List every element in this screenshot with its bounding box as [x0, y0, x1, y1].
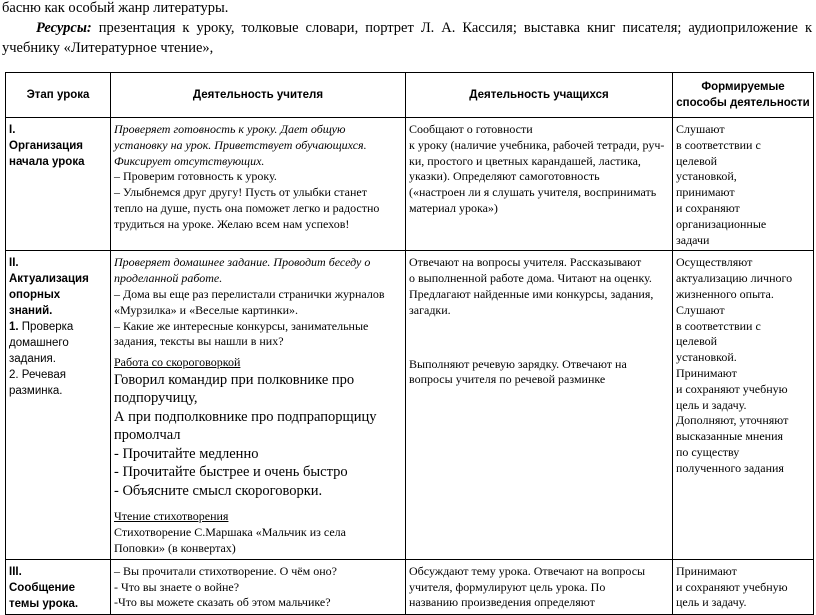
stage-sub-line: разминка.	[9, 385, 63, 398]
skills-line: цель и задачу.	[676, 595, 747, 610]
skills-line: Осуществляют	[676, 255, 753, 270]
teacher-line: проделанной работе.	[114, 271, 223, 286]
teacher-line: тепло на душе, пусть она поможет легко и радостно	[114, 200, 380, 215]
teacher-line: – Дома вы еще раз перелистали странички журналов	[114, 286, 385, 301]
students-line: Выполняют речевую зарядку. Отвечают на	[409, 356, 627, 371]
resources-label: Ресурсы:	[36, 20, 92, 36]
resources-paragraph	[2, 18, 812, 58]
students-line: названию произведения определяют	[409, 595, 595, 610]
teacher-line: – Проверим готовность к уроку.	[114, 169, 277, 184]
header-stage: Этап урока	[6, 73, 111, 118]
stage-line: знаний.	[9, 305, 53, 318]
tongue-twister-line: подпоручицу,	[114, 390, 198, 407]
stage-cell	[6, 251, 111, 559]
teacher-line: – Какие же интересные конкурсы, занимательные	[114, 318, 369, 333]
students-line: Отвечают на вопросы учителя. Рассказывают	[409, 255, 642, 270]
teacher-line: установку на урок. Приветствует обучающихся.	[114, 137, 367, 152]
skills-line: в соответствии с	[676, 137, 761, 152]
teacher-cell	[111, 118, 406, 251]
students-cell	[406, 118, 673, 251]
intro-text	[2, 0, 812, 58]
teacher-line: Проверяет домашнее задание. Проводит беседу о	[114, 255, 371, 270]
students-line: вопросы учителя по речевой разминке	[409, 372, 606, 387]
students-cell	[406, 251, 673, 559]
skills-line: в соответствии с	[676, 318, 761, 333]
skills-line: Слушают	[676, 122, 725, 136]
tongue-twister-title: Работа со скороговоркой	[114, 355, 241, 370]
students-line: Сообщают о готовности	[409, 122, 533, 136]
header-skills: Формируемые способы деятельности	[673, 73, 814, 118]
skills-line: цель и задачу.	[676, 397, 747, 412]
stage-line: опорных	[9, 289, 61, 302]
stage-line: II.	[9, 257, 19, 270]
students-line: ки, простого и цветных карандашей, ластика,	[409, 153, 641, 168]
tongue-twister-line: А при подполковнике про подпрапорщицу	[114, 408, 377, 425]
skills-line: и сохраняют учебную	[676, 381, 788, 396]
students-cell	[406, 559, 673, 614]
skills-line: по существу	[676, 444, 740, 459]
reading-title: Чтение стихотворения	[114, 509, 229, 524]
skills-line: установкой.	[676, 350, 737, 365]
skills-line: Принимают	[676, 563, 737, 578]
skills-line: целевой	[676, 334, 718, 349]
stage-sub-line: домашнего	[9, 337, 69, 350]
teacher-line: – Вы прочитали стихотворение. О чём оно?	[114, 563, 337, 578]
students-line: указки). Определяют самоготовность	[409, 169, 600, 184]
students-line: загадки.	[409, 302, 451, 317]
teacher-line: -Что вы можете сказать об этом мальчике?	[114, 595, 331, 610]
teacher-cell	[111, 251, 406, 559]
skills-line: полученного задания	[676, 460, 784, 475]
students-line: материал урока»)	[409, 200, 498, 215]
students-line: о выполненной работе дома. Читают на оценку.	[409, 271, 652, 286]
header-students: Деятельность учащихся	[406, 73, 673, 118]
stage-line: Организация	[9, 140, 83, 152]
tongue-twister-line: - Прочитайте медленно	[114, 445, 259, 462]
teacher-line: Фиксирует отсутствующих.	[114, 153, 265, 168]
tongue-twister-line: промолчал	[114, 427, 181, 444]
teacher-line: - Что вы знаете о войне?	[114, 579, 240, 594]
reading-line: Поповки» (в конвертах)	[114, 541, 236, 556]
teacher-line: «Мурзилка» и «Веселые картинки».	[114, 302, 299, 317]
spacer	[409, 319, 669, 357]
students-line: Обсуждают тему урока. Отвечают на вопросы	[409, 563, 646, 578]
intro-line: басню как особый жанр литературы.	[2, 0, 229, 16]
skills-line: и сохраняют учебную	[676, 579, 788, 594]
stage-sub-text: Проверка	[18, 321, 74, 334]
stage-line: Актуализация	[9, 273, 89, 286]
stage-line: III.	[9, 565, 22, 578]
header-teacher: Деятельность учителя	[111, 73, 406, 118]
stage-sub-line: 2. Речевая	[9, 369, 66, 382]
teacher-line: – Улыбнемся друг другу! Пусть от улыбки станет	[114, 185, 367, 200]
table-row	[6, 559, 814, 614]
skills-cell	[673, 559, 814, 614]
tongue-twister-line: Говорил командир при полковнике про	[114, 371, 355, 388]
lesson-table	[5, 72, 814, 615]
skills-line: Дополняют, уточняют	[676, 413, 789, 428]
teacher-line: задания, тексты вы нашли в них?	[114, 334, 284, 349]
teacher-line: Проверяет готовность к уроку. Дает общую	[114, 122, 346, 136]
students-line: Предлагают найденные ими конкурсы, задания,	[409, 286, 654, 301]
table-row	[6, 118, 814, 251]
tongue-twister-line: - Объясните смысл скороговорки.	[114, 482, 323, 499]
table-row	[6, 251, 814, 559]
students-line: к уроку (наличие учебника, рабочей тетради, руч-	[409, 137, 665, 152]
skills-line: Слушают	[676, 302, 725, 317]
skills-cell	[673, 118, 814, 251]
skills-line: высказанные мнения	[676, 429, 784, 444]
stage-cell	[6, 559, 111, 614]
tongue-twister-line: - Прочитайте быстрее и очень быстро	[114, 464, 348, 481]
skills-line: актуализацию личного	[676, 271, 793, 286]
stage-line: начала урока	[9, 156, 85, 168]
stage-sub-line: задания.	[9, 353, 56, 366]
skills-line: установкой,	[676, 169, 737, 184]
students-line: («настроен ли я слушать учителя, воспринимать	[409, 185, 657, 200]
reading-line: Стихотворение С.Маршака «Мальчик из села	[114, 525, 346, 540]
stage-line: I.	[9, 124, 16, 136]
skills-cell	[673, 251, 814, 559]
skills-line: Принимают	[676, 365, 737, 380]
teacher-line: трудиться на уроке. Желаю всем нам успехов!	[114, 216, 350, 231]
stage-sub-line	[9, 319, 107, 335]
stage-cell	[6, 118, 111, 251]
skills-line: целевой	[676, 153, 718, 168]
skills-line: организационные	[676, 216, 767, 231]
skills-line: жизненного опыта.	[676, 286, 774, 301]
stage-line: темы урока.	[9, 597, 79, 610]
stage-line: Сообщение	[9, 581, 75, 594]
skills-line: и сохраняют	[676, 200, 740, 215]
skills-line: задачи	[676, 232, 710, 247]
table-header-row	[6, 73, 814, 118]
skills-line: принимают	[676, 185, 735, 200]
teacher-cell	[111, 559, 406, 614]
resources-text: презентация к уроку, толковые словари, портрет Л. А. Кассиля; выставка книг писателя; аудиоприложение к учебнику «Литературное чтение»,	[2, 20, 812, 56]
stage-sub-number: 1.	[9, 321, 19, 334]
students-line: учителя, формулируют цель урока. По	[409, 579, 606, 594]
